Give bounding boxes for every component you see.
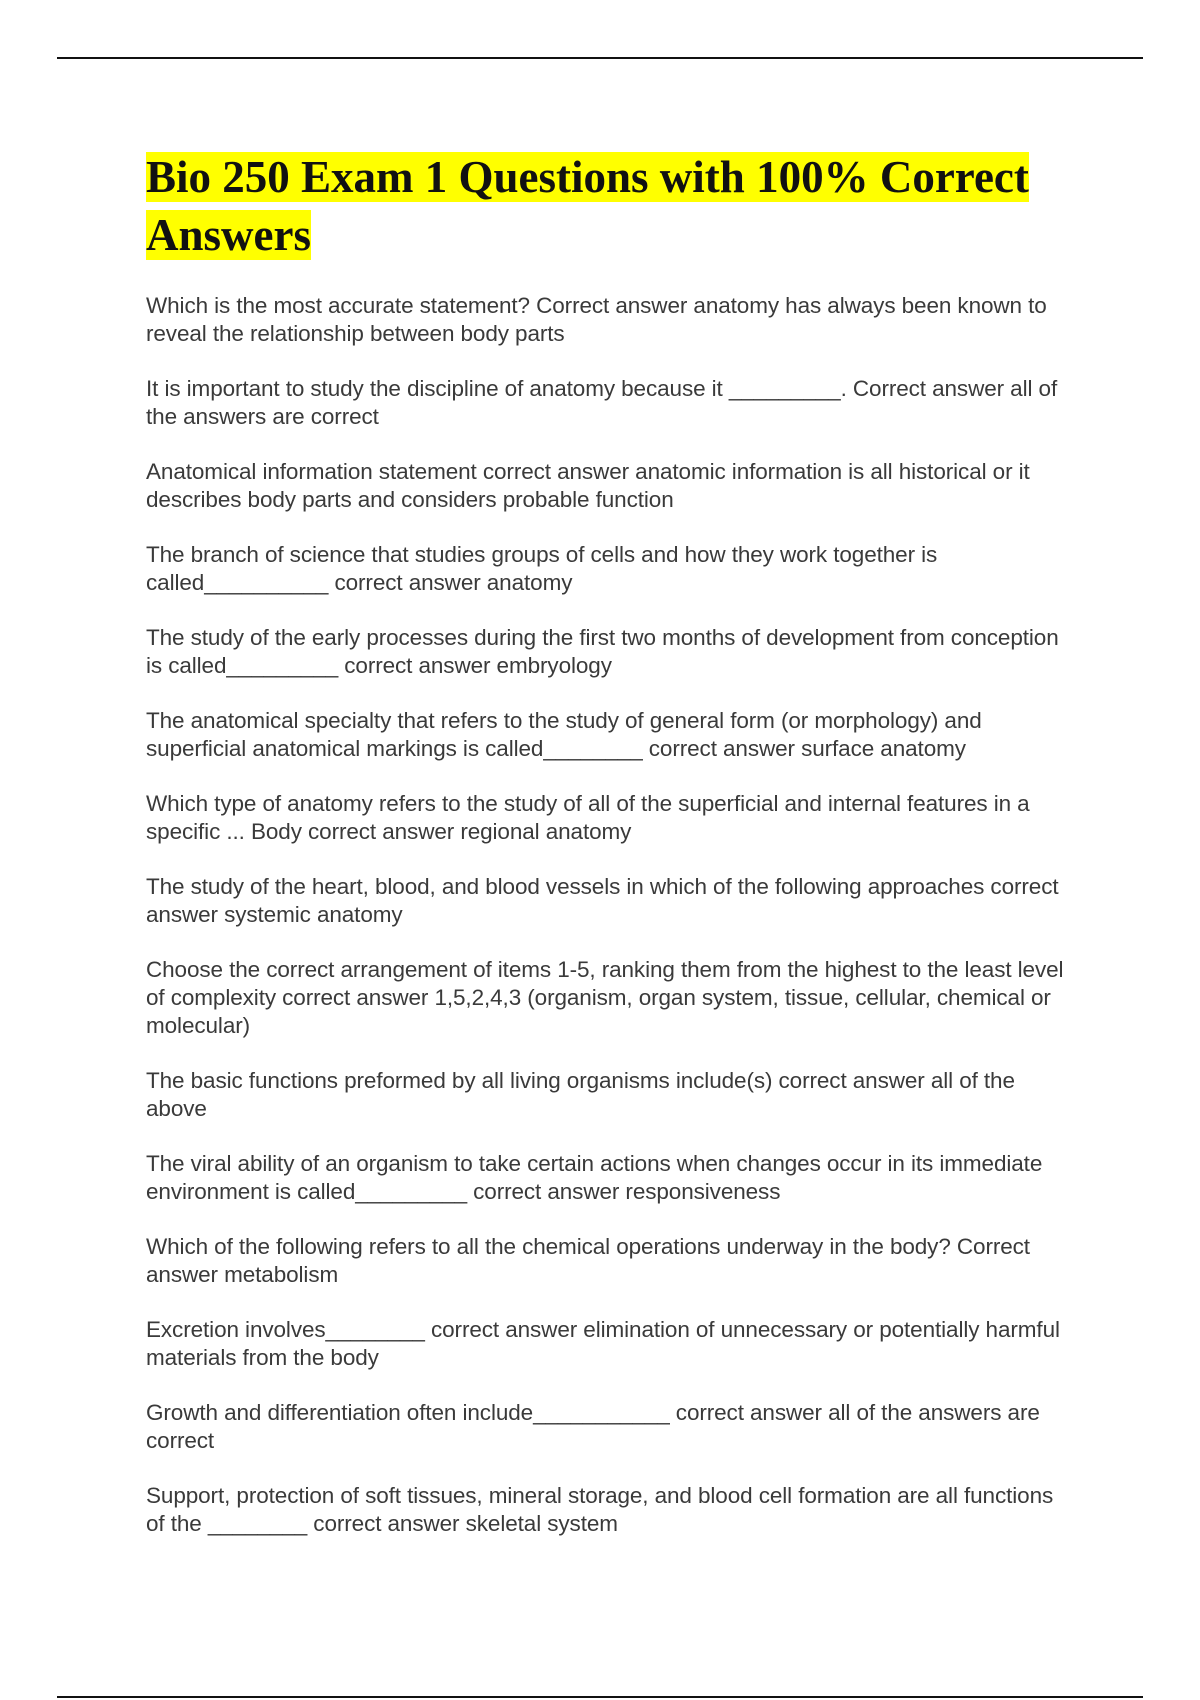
bottom-divider <box>57 1696 1143 1698</box>
qa-item: The study of the heart, blood, and blood vessels in which of the following approaches correct answer systemic anatomy <box>146 874 1059 927</box>
qa-item: The anatomical specialty that refers to the study of general form (or morphology) and superficial anatomical markings is called________ correct answer surface anatomy <box>146 708 982 761</box>
qa-item: The basic functions preformed by all living organisms include(s) correct answer all of the above <box>146 1068 1015 1121</box>
qa-item: It is important to study the discipline of anatomy because it _________. Correct answer all of the answers are correct <box>146 376 1058 429</box>
qa-item: Excretion involves________ correct answer elimination of unnecessary or potentially harmful materials from the body <box>146 1317 1060 1370</box>
document-body <box>146 148 1076 1565</box>
qa-item: The branch of science that studies groups of cells and how they work together is called__________ correct answer anatomy <box>146 542 938 595</box>
qa-list <box>146 292 1076 1538</box>
qa-item: The viral ability of an organism to take certain actions when changes occur in its immediate environment is called_________ correct answer responsiveness <box>146 1151 1043 1204</box>
document-title-text: Bio 250 Exam 1 Questions with 100% Correct Answers <box>146 152 1029 260</box>
qa-item: The study of the early processes during the first two months of development from conception is called_________ correct answer embryology <box>146 625 1059 678</box>
qa-item: Anatomical information statement correct answer anatomic information is all historical or it describes body parts and considers probable function <box>146 459 1030 512</box>
qa-item: Growth and differentiation often include___________ correct answer all of the answers are correct <box>146 1400 1040 1453</box>
document-title <box>146 148 1076 264</box>
qa-item: Support, protection of soft tissues, mineral storage, and blood cell formation are all functions of the ________ correct answer skeletal system <box>146 1483 1054 1536</box>
qa-item: Which is the most accurate statement? Correct answer anatomy has always been known to reveal the relationship between body parts <box>146 293 1047 346</box>
qa-item: Which type of anatomy refers to the study of all of the superficial and internal features in a specific ... Body correct answer regional anatomy <box>146 791 1030 844</box>
top-divider <box>57 57 1143 59</box>
qa-item: Choose the correct arrangement of items 1-5, ranking them from the highest to the least level of complexity correct answer 1,5,2,4,3 (organism, organ system, tissue, cellular, chemical or molecular) <box>146 957 1064 1038</box>
qa-item: Which of the following refers to all the chemical operations underway in the body? Correct answer metabolism <box>146 1234 1030 1287</box>
